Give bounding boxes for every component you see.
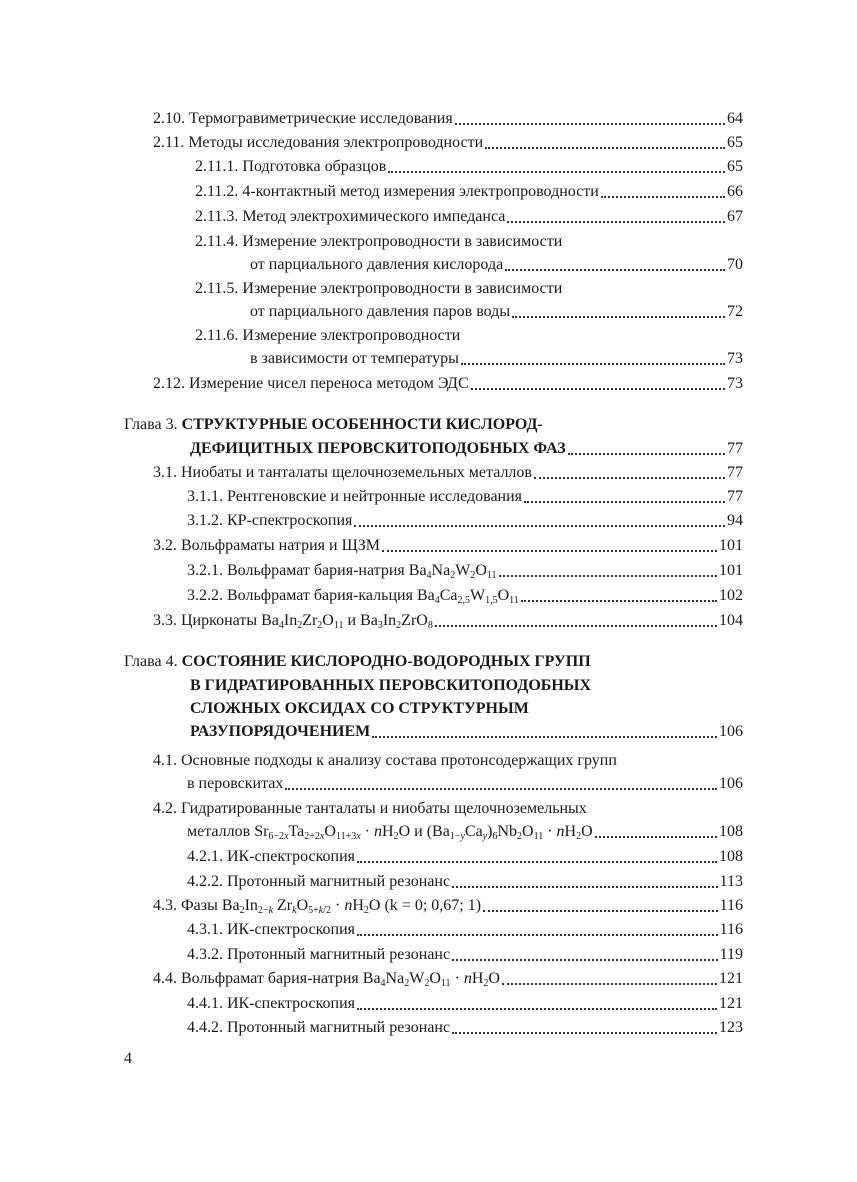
leader-dots: [452, 886, 718, 888]
chapter-4-heading-line3: СЛОЖНЫХ ОКСИДАХ СО СТРУКТУРНЫМ: [190, 700, 529, 717]
leader-dots: [461, 363, 725, 365]
page-ref: 108: [719, 823, 743, 840]
page-ref: 72: [727, 303, 743, 320]
page-ref: 64: [727, 110, 743, 127]
page-ref: 102: [719, 587, 743, 604]
chapter-3-heading-line2: ДЕФИЦИТНЫХ ПЕРОВСКИТОПОДОБНЫХ ФАЗ 77: [190, 440, 743, 457]
toc-entry-4-2-1: 4.2.1. ИК-спектроскопия 108: [187, 848, 743, 865]
toc-entry-4-3-2: 4.3.2. Протонный магнитный резонанс 119: [187, 946, 743, 963]
toc-entry-4-3-1: 4.3.1. ИК-спектроскопия 116: [187, 921, 743, 938]
toc-entry-2-12: 2.12. Измерение чисел переноса методом ЭДС 73: [153, 375, 743, 392]
toc-entry-4-2-line1: 4.2. Гидратированные танталаты и ниобаты щелочноземельных: [153, 800, 587, 817]
toc-entry-2-11: 2.11. Методы исследования электропроводности 65: [153, 134, 743, 151]
toc-entry-4-4-1: 4.4.1. ИК-спектроскопия 121: [187, 995, 743, 1012]
leader-dots: [285, 788, 717, 790]
chapter-4-heading-line2: В ГИДРАТИРОВАННЫХ ПЕРОВСКИТОПОДОБНЫХ: [190, 677, 592, 694]
toc-entry-4-1-line2: в перовскитах 106: [187, 775, 743, 792]
page-ref: 121: [719, 970, 743, 987]
leader-dots: [382, 550, 717, 552]
leader-dots: [354, 525, 725, 527]
toc-entry-4-4: 4.4. Вольфрамат бария-натрия $Ba_4Na_2W_2O_{11} \cdot nH_2O$ 121: [153, 970, 743, 989]
toc-entry-2-11-5-line1: 2.11.5. Измерение электропроводности в зависимости: [195, 280, 563, 297]
page-ref: 116: [719, 921, 743, 938]
leader-dots: [534, 477, 725, 479]
page-ref: 77: [727, 488, 743, 505]
page-ref: 101: [719, 537, 743, 554]
leader-dots: [521, 600, 717, 602]
toc-entry-2-11-6-line1: 2.11.6. Измерение электропроводности: [195, 327, 461, 344]
page-ref: 106: [719, 775, 743, 792]
toc-entry-2-11-4-line2: от парциального давления кислорода 70: [250, 256, 743, 273]
page-ref: 70: [727, 256, 743, 273]
page-ref: 121: [719, 995, 743, 1012]
leader-dots: [505, 269, 725, 271]
page-ref: 77: [727, 440, 743, 457]
page-number: 4: [124, 1050, 132, 1067]
leader-dots: [595, 836, 717, 838]
chapter-4-heading-line4: РАЗУПОРЯДОЧЕНИЕМ 106: [190, 723, 743, 740]
toc-entry-4-2-2: 4.2.2. Протонный магнитный резонанс 113: [187, 873, 743, 890]
leader-dots: [435, 625, 717, 627]
page-ref: 65: [727, 158, 743, 175]
leader-dots: [499, 575, 717, 577]
leader-dots: [568, 453, 725, 455]
page-ref: 123: [719, 1019, 743, 1036]
toc-entry-2-10: 2.10. Термогравиметрические исследования 64: [153, 110, 743, 127]
leader-dots: [524, 501, 725, 503]
page-ref: 66: [727, 183, 743, 200]
toc-entry-3-2: 3.2. Вольфраматы натрия и ЩЗМ 101: [153, 537, 743, 554]
toc-entry-3-2-1: 3.2.1. Вольфрамат бария-натрия $Ba_4Na_2W_2O_{11}$ 101: [187, 562, 743, 581]
leader-dots: [483, 910, 718, 912]
page-ref: 119: [719, 946, 743, 963]
leader-dots: [452, 1032, 717, 1034]
toc-entry-4-1-line1: 4.1. Основные подходы к анализу состава протонсодержащих групп: [153, 752, 617, 769]
page-ref: 73: [727, 375, 743, 392]
leader-dots: [507, 221, 725, 223]
leader-dots: [372, 736, 717, 738]
leader-dots: [502, 983, 717, 985]
page-ref: 67: [727, 208, 743, 225]
toc-entry-3-1-1: 3.1.1. Рентгеновские и нейтронные исследования 77: [187, 488, 743, 505]
toc-entry-2-11-3: 2.11.3. Метод электрохимического импеданса 67: [195, 208, 743, 225]
toc-entry-4-2-line2: металлов $Sr_{6-2x}Ta_{2+2x}O_{11+3x} \cdot nH_2O$ и $(Ba_{1-y}Ca_y)_6Nb_2O_{11} \cdot nH_2O$ 108: [187, 823, 743, 842]
toc-entry-2-11-6-line2: в зависимости от температуры 73: [250, 350, 743, 367]
page-ref: 106: [719, 723, 743, 740]
chapter-3-heading-line1: Глава 3. СТРУКТУРНЫЕ ОСОБЕННОСТИ КИСЛОРОД-: [124, 416, 543, 433]
toc-entry-2-11-5-line2: от парциального давления паров воды 72: [250, 303, 743, 320]
leader-dots: [357, 1008, 717, 1010]
page-ref: 77: [727, 464, 743, 481]
page-ref: 65: [727, 134, 743, 151]
page-ref: 116: [719, 897, 743, 914]
toc-entry-3-3: 3.3. Цирконаты $Ba_4In_2Zr_2O_{11}$ и $Ba_3In_2ZrO_8$ 104: [153, 612, 743, 631]
leader-dots: [452, 959, 718, 961]
toc-entry-4-4-2: 4.4.2. Протонный магнитный резонанс 123: [187, 1019, 743, 1036]
toc-entry-3-2-2: 3.2.2. Вольфрамат бария-кальция $Ba_4Ca_{2,5}W_{1,5}O_{11}$ 102: [187, 587, 743, 606]
leader-dots: [357, 934, 718, 936]
page-ref: 108: [719, 848, 743, 865]
leader-dots: [485, 147, 725, 149]
leader-dots: [388, 171, 725, 173]
toc-entry-2-11-1: 2.11.1. Подготовка образцов 65: [195, 158, 743, 175]
chapter-4-heading-line1: Глава 4. СОСТОЯНИЕ КИСЛОРОДНО-ВОДОРОДНЫХ ГРУПП: [124, 653, 591, 670]
leader-dots: [471, 388, 725, 390]
leader-dots: [357, 861, 717, 863]
page-ref: 104: [719, 612, 743, 629]
page-ref: 94: [727, 512, 743, 529]
page-ref: 113: [719, 873, 743, 890]
toc-entry-3-1: 3.1. Ниобаты и танталаты щелочноземельных металлов 77: [153, 464, 743, 481]
toc-entry-4-3: 4.3. Фазы $Ba_2In_{2-k}$ $Zr_kO_{5+k/2} \cdot nH_2O$ (k = 0; 0,67; 1) 116: [153, 897, 743, 916]
page-ref: 73: [727, 350, 743, 367]
toc-entry-3-1-2: 3.1.2. КР-спектроскопия 94: [187, 512, 743, 529]
toc-entry-2-11-2: 2.11.2. 4-контактный метод измерения электропроводности 66: [195, 183, 743, 200]
leader-dots: [601, 196, 725, 198]
leader-dots: [455, 123, 725, 125]
page-ref: 101: [719, 562, 743, 579]
leader-dots: [512, 316, 725, 318]
toc-entry-2-11-4-line1: 2.11.4. Измерение электропроводности в зависимости: [195, 233, 563, 250]
